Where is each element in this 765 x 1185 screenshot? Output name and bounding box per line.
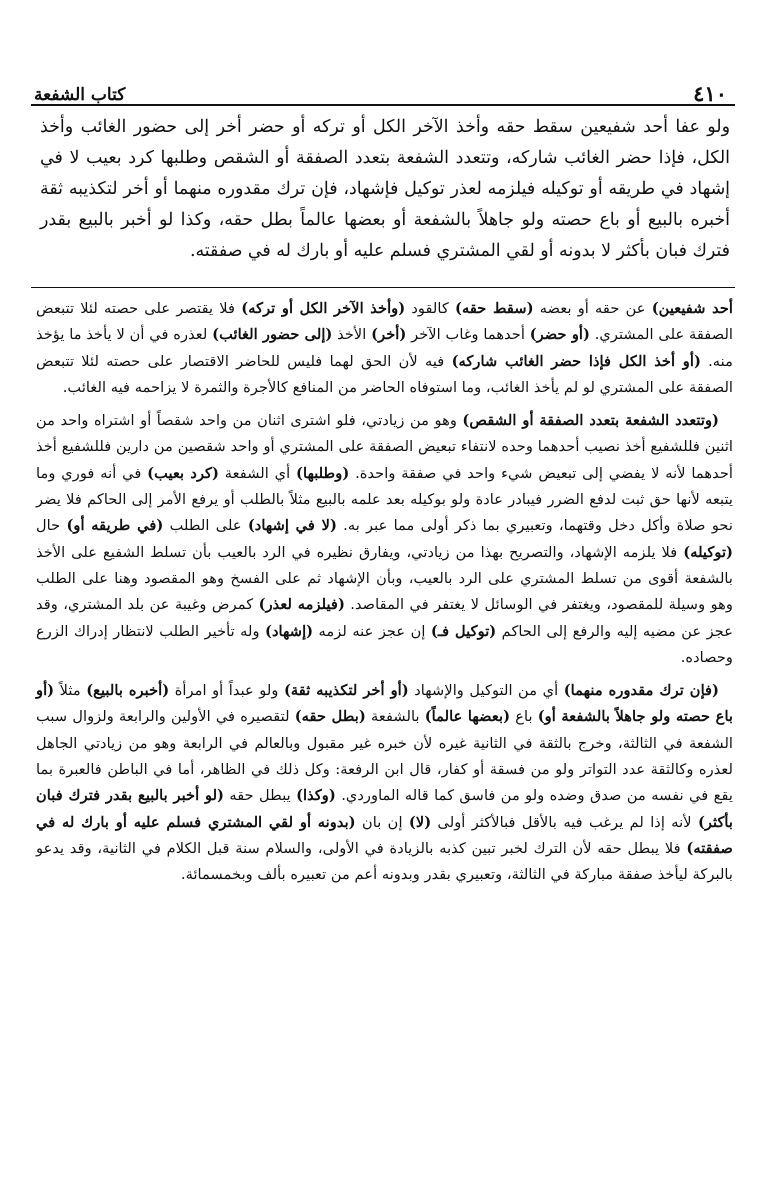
matn-excerpt: (في طريقه أو) <box>66 517 164 535</box>
commentary-text: ولو عبداً أو امرأة <box>169 682 284 700</box>
commentary-text: مثلاً <box>54 682 87 700</box>
commentary-text: يبطل حقه <box>224 787 297 805</box>
commentary-text: في أنه فوري وما يتبعه لأنها حق ثبت لدفع الضرر فيبادر عادة ولو بوكيله بعد علمه بالبيع مثلاً بالطلب أو يرفع الأمر إلى الحاكم فلا يضر نحو صلاة وأكل دخل وقتهما، وتعبيري بما ذكر أولى مما عبر به. <box>36 464 733 535</box>
page-number: ٤١٠ <box>693 81 727 106</box>
matn-excerpt: (فيلزمه لعذر) <box>258 596 345 614</box>
matn-excerpt: (وكذا) <box>296 787 336 805</box>
matn-excerpt: (توكيله) <box>683 543 733 561</box>
matn-excerpt: (وتتعدد الشفعة بتعدد الصفقة أو الشقص) <box>462 412 719 430</box>
matn-excerpt: (توكيل فـ) <box>430 622 497 640</box>
commentary-text: وله تأخير الطلب لانتظار إدراك الزرع وحصاده. <box>36 622 733 666</box>
header-rule <box>31 104 735 106</box>
matn-excerpt: أحد شفيعين) <box>651 300 733 317</box>
matn-excerpt: (فإن ترك مقدوره منهما) <box>563 682 720 700</box>
matn-excerpt: (لا) <box>408 813 432 831</box>
commentary-text: أحدهما وغاب الآخر <box>406 326 530 344</box>
commentary-text: أي من التوكيل والإشهاد <box>408 682 564 700</box>
commentary-text: على الطلب <box>163 517 248 535</box>
commentary-text: بالشفعة <box>365 708 425 726</box>
matn-excerpt: (وأخذ الآخر الكل أو تركه) <box>241 300 406 317</box>
matn-excerpt: (سقط حقه) <box>455 300 534 317</box>
commentary-text: فلا يلزمه الإشهاد، والتصريح بهذا من زيادتي، ويفارق نظيره في الرد بالعيب بأن تسلط الشفيع على الأخذ بالشفعة أقوى من تسلط المشتري على الرد بالعيب، وبأن الإشهاد ثم على الفسخ وهو المقصود وهنا على الطلب وهو وسيلة للمقصود، ويغتفر في الوسائل لا يغتفر في المقاصد. <box>36 543 733 614</box>
commentary-text: فيه لأن الحق لهما فليس للحاضر الاقتصار على حصته لئلا تتبعض الصفقة على المشتري لو لم يأخذ الغائب، وما استوفاه الحاضر من المنافع كالأجرة والثمرة لا يزاحمه فيه الغائب. <box>36 352 733 396</box>
matn-excerpt: (أو أخر لتكذيبه ثقة) <box>283 682 409 700</box>
commentary-text: لأنه إذا لم يرغب فيه بالأقل فبالأكثر أولى <box>431 813 698 831</box>
matn-excerpt: (أخبره بالبيع) <box>86 682 170 700</box>
section-divider <box>31 287 735 288</box>
main-text: ولو عفا أحد شفيعين سقط حقه وأخذ الآخر الكل أو تركه أو حضر أخر إلى حضور الغائب وأخذ الكل، فإذا حضر الغائب شاركه، وتتعدد الشفعة بتعدد الصفقة أو الشقص وطلبها كرد بعيب لا في إشهاد في طريقه أو توكيله فيلزمه لعذر توكيل فإشهاد، فإن ترك مقدوره منهما أو أخر لتكذيبه ثقة أخبره بالبيع أو باع حصته ولو جاهلاً بالشفعة أو بعضها عالماً بطل حقه، وكذا لو أخبر بالبيع بقدر فترك فبان بأكثر لا بدونه أو لقي المشتري فسلم عليه أو بارك له في صفقته. <box>40 117 730 261</box>
matn-excerpt: (كرد بعيب) <box>147 464 219 482</box>
matn-excerpt: (وطلبها) <box>296 464 350 482</box>
commentary-text: إن بان <box>355 813 409 831</box>
commentary-text: حال <box>36 517 67 535</box>
commentary-text: عن حقه أو بعضه <box>533 300 652 317</box>
matn-excerpt: (بدونه أو لقي المشتري فسلم عليه أو بارك له في صفقته) <box>36 813 733 857</box>
commentary <box>36 296 733 896</box>
matn-excerpt: (أو حضر) <box>529 326 590 344</box>
matn-excerpt: (لو أخبر بالبيع بقدر فترك فبان بأكثر) <box>36 787 733 831</box>
matn-excerpt: (إشهاد) <box>265 622 314 640</box>
matn-excerpt: (لا في إشهاد) <box>247 517 337 535</box>
commentary-paragraph-3 <box>36 678 733 888</box>
matn-excerpt: (إلى حضور الغائب) <box>212 326 333 344</box>
matn-excerpt: (أو أخذ الكل فإذا حضر الغائب شاركه) <box>451 352 701 370</box>
matn-excerpt: (أخر) <box>371 326 407 344</box>
page-header <box>34 70 727 104</box>
commentary-text: أي الشفعة <box>219 464 297 482</box>
commentary-text: إن عجز عنه لزمه <box>313 622 431 640</box>
running-title: كتاب الشفعة <box>34 85 126 105</box>
commentary-text: الأخذ <box>332 326 372 344</box>
commentary-text: فلا يبطل حقه لأن الترك لخبر تبين كذبه بالزيادة في الأولى، والسلام سنة قبل الكلام في الثانية، وقد يدعو بالبركة ليأخذ صفقة مباركة في الثالثة، وتعبيري بقدر وبدونه أعم من تعبيره بألف وبخمسمائة. <box>36 839 733 884</box>
commentary-text: فلا يقتصر على حصته لئلا تتبعض الصفقة على المشتري. <box>36 300 734 344</box>
commentary-text: كمرض وغيبة عن بلد المشتري، وقد عجز عن مضيه إليه والرفع إلى الحاكم <box>36 596 734 640</box>
commentary-text: باع <box>510 708 538 726</box>
commentary-text: كالقود <box>405 300 456 317</box>
commentary-paragraph-1 <box>36 296 733 401</box>
matn-excerpt: (بطل حقه) <box>294 708 366 726</box>
commentary-text: لتقصيره في الأولين والرابعة ولزوال سبب الشفعة في الثالثة، وخرج بالثقة في الثانية غيره لأن خبره غير مقبول وبالعالم في الرابعة وهو من زيادتي الجاهل لعذره وكالثقة عدد التواتر ولو من فسقة أو كفار، قال ابن الرفعة: وكل ذلك في الظاهر، أما في الباطن فالعبرة بما يقع في نفسه من صدق وضده ولو من فاسق كما قاله الماوردي. <box>36 708 733 805</box>
commentary-text: وهو من زيادتي، فلو اشترى اثنان من واحد شقصاً أو اشتراه واحد من اثنين فللشفيع أخذ نصيب أحدهما وحده لانتفاء تبعيض الصفقة على المشتري أو واحد شقصين من دارين فللشفيع أخذ أحدهما لأنه لا يفضي إلى تبعيض شيء واحد في صفقة واحدة. <box>36 412 733 482</box>
commentary-text: لعذره في أن لا يأخذ ما يؤخذ منه. <box>36 326 733 370</box>
matn-excerpt: (بعضها عالماً) <box>424 708 511 726</box>
commentary-paragraph-2 <box>36 408 733 671</box>
matn-excerpt: (أو باع حصته ولو جاهلاً بالشفعة أو) <box>36 682 734 726</box>
